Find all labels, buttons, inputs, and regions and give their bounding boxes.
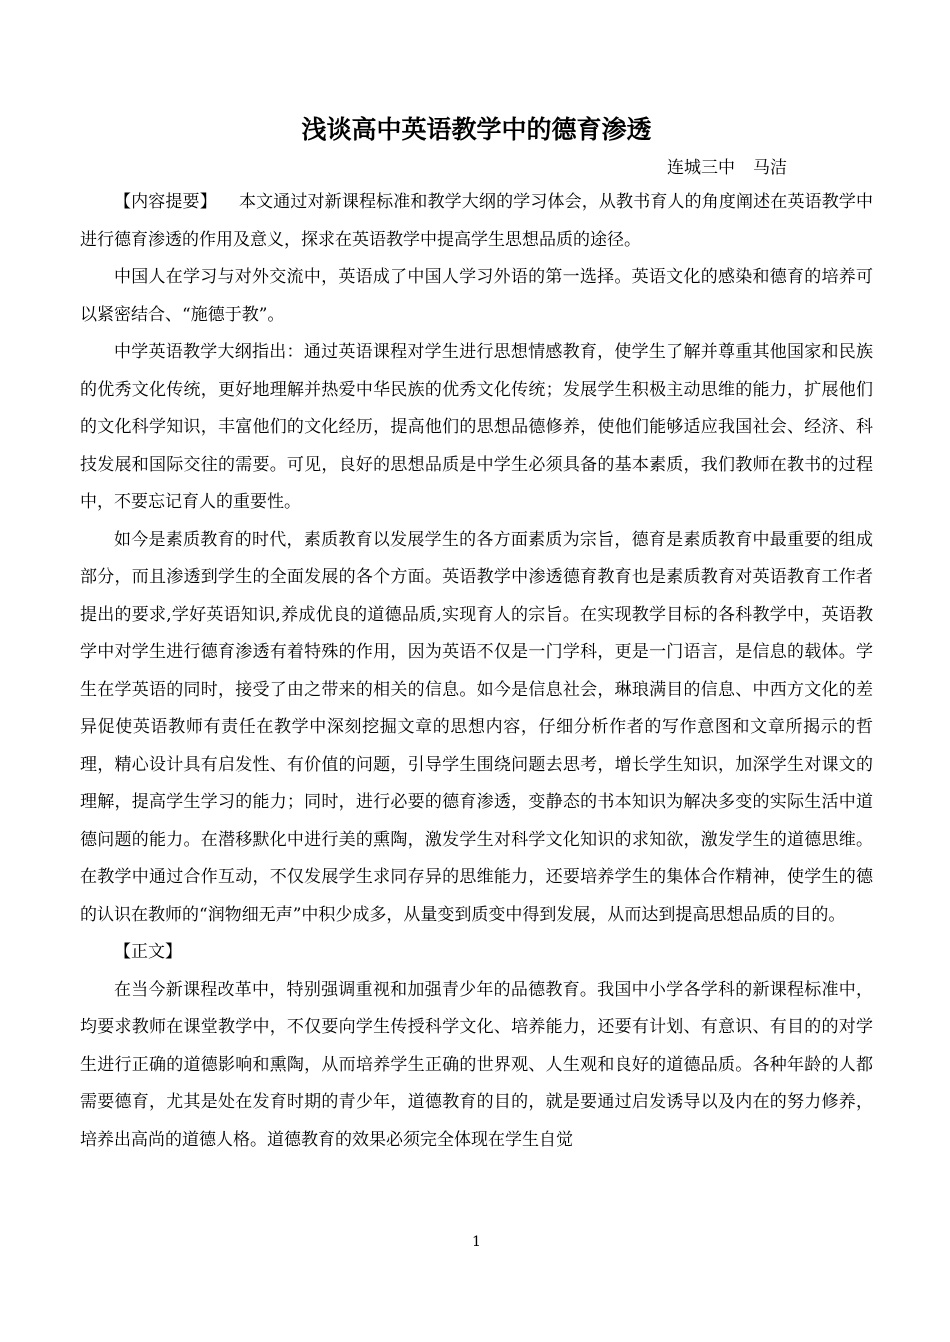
document-body <box>80 184 873 1159</box>
section-heading <box>80 934 873 972</box>
body-paragraph: 中国人在学习与对外交流中，英语成了中国人学习外语的第一选择。英语文化的感染和德育的培养可以紧密结合、“施德于教”。 <box>80 267 873 325</box>
author-line <box>667 155 787 181</box>
author-name: 马洁 <box>753 158 787 178</box>
body-paragraph: 中学英语教学大纲指出：通过英语课程对学生进行思想情感教育，使学生了解并尊重其他国家和民族的优秀文化传统，更好地理解并热爱中华民族的优秀文化传统；发展学生积极主动思维的能力，扩展他们的文化科学知识，丰富他们的文化经历，提高他们的思想品德修养，使他们能够适应我国社会、经济、科技发展和国际交往的需要。可见，良好的思想品质是中学生必须具备的基本素质，我们教师在教书的过程中，不要忘记育人的重要性。 <box>80 342 873 512</box>
author-school: 连城三中 <box>667 158 735 178</box>
section-label: 【正文】 <box>114 942 182 962</box>
page-title: 浅谈高中英语教学中的德育渗透 <box>301 115 652 144</box>
abstract-paragraph <box>80 184 873 259</box>
body-paragraph: 在当今新课程改革中，特别强调重视和加强青少年的品德教育。我国中小学各学科的新课程标准中，均要求教师在课堂教学中，不仅要向学生传授科学文化、培养能力，还要有计划、有意识、有目的的对学生进行正确的道德影响和熏陶，从而培养学生正确的世界观、人生观和良好的道德品质。各种年龄的人都需要德育，尤其是处在发育时期的青少年，道德教育的目的，就是要通过启发诱导以及内在的努力修养，培养出高尚的道德人格。道德教育的效果必须完全体现在学生自觉 <box>80 979 873 1150</box>
page-number: 1 <box>472 1234 481 1250</box>
document-page <box>80 0 873 1342</box>
body-paragraph: 如今是素质教育的时代，素质教育以发展学生的各方面素质为宗旨，德育是素质教育中最重要的组成部分，而且渗透到学生的全面发展的各个方面。英语教学中渗透德育教育也是素质教育对英语教育工作者提出的要求,学好英语知识,养成优良的道德品质,实现育人的宗旨。在实现教学目标的各科教学中，英语教学中对学生进行德育渗透有着特殊的作用，因为英语不仅是一门学科，更是一门语言，是信息的载体。学生在学英语的同时，接受了由之带来的相关的信息。如今是信息社会，琳琅满目的信息、中西方文化的差异促使英语教师有责任在教学中深刻挖掘文章的思想内容，仔细分析作者的写作意图和文章所揭示的哲理，精心设计具有启发性、有价值的问题，引导学生围绕问题去思考，增长学生知识，加深学生对课文的理解，提高学生学习的能力；同时，进行必要的德育渗透，变静态的书本知识为解决多变的实际生活中道德问题的能力。在潜移默化中进行美的熏陶，激发学生对科学文化知识的求知欲，激发学生的道德思维。在教学中通过合作互动，不仅发展学生求同存异的思维能力，还要培养学生的集体合作精神，使学生的德的认识在教师的“润物细无声”中积少成多，从量变到质变中得到发展，从而达到提高思想品质的目的。 <box>80 529 873 925</box>
abstract-label: 【内容提要】 <box>114 192 217 212</box>
abstract-text: 本文通过对新课程标准和教学大纲的学习体会，从教书育人的角度阐述在英语教学中进行德育渗透的作用及意义，探求在英语教学中提高学生思想品质的途径。 <box>80 192 874 250</box>
